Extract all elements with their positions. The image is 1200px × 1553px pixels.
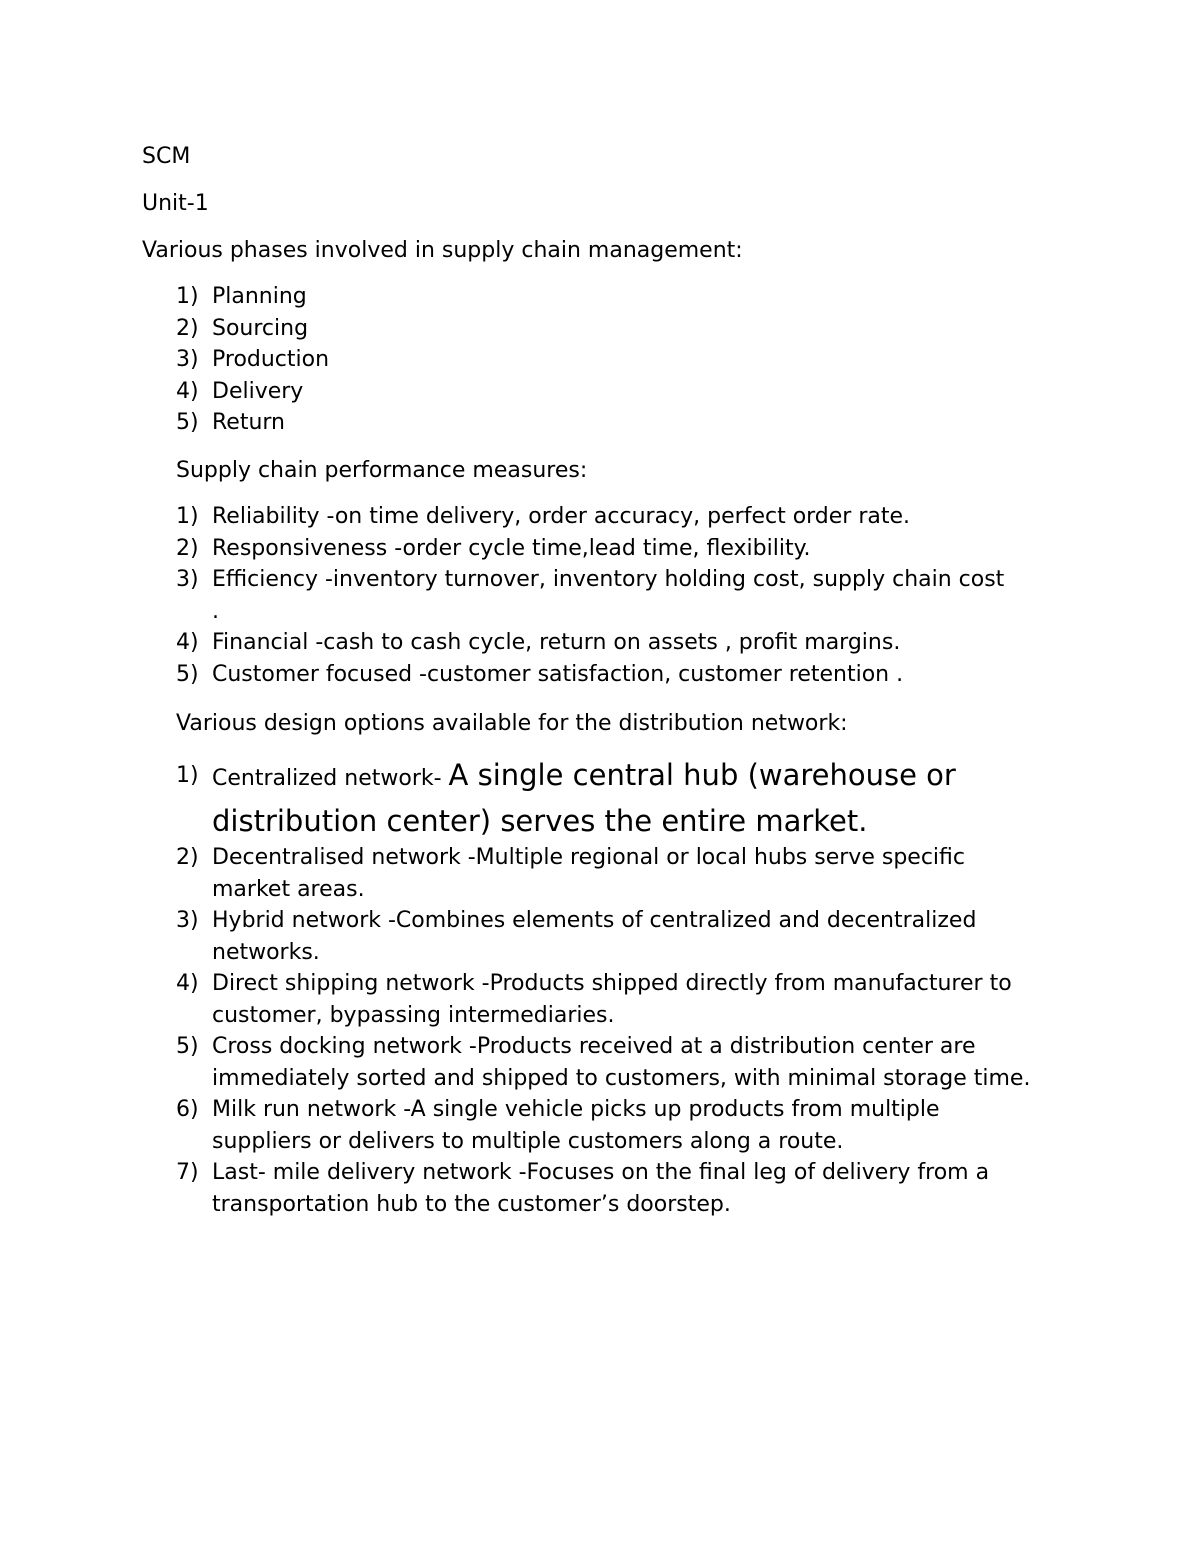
list-text: Cross docking network -Products received at a distribution center are immediately sorted and shipped to customers, with minimal storage time.: [212, 1034, 1031, 1091]
list-text: Delivery: [212, 378, 304, 404]
list-text: Planning: [212, 284, 307, 309]
list-number: 5): [176, 661, 199, 687]
list-text: Milk run network -A single vehicle picks up products from multiple suppliers or delivers to multiple customers along a route.: [212, 1097, 940, 1154]
list-item: [176, 905, 1046, 968]
list-item: [176, 376, 1076, 408]
list-item: [176, 533, 1006, 565]
list-text: Hybrid network -Combines elements of centralized and decentralized networks.: [212, 908, 977, 965]
measures-list: [176, 501, 1006, 690]
list-number: 4): [176, 971, 199, 996]
list-item: [176, 1094, 1046, 1157]
phases-list: [176, 281, 1076, 439]
list-item: [176, 968, 1046, 1031]
list-number: 4): [176, 378, 199, 404]
list-item: [176, 627, 1006, 659]
unit-label: Unit-1: [142, 191, 209, 216]
list-text: Responsiveness -order cycle time,lead time, flexibility.: [212, 535, 811, 561]
list-item: [176, 659, 1006, 691]
list-text: Customer focused -customer satisfaction, customer retention .: [212, 661, 904, 687]
phases-heading: Various phases involved in supply chain management:: [142, 238, 743, 263]
list-item: [176, 1157, 1046, 1220]
list-number: 2): [176, 315, 199, 341]
list-text: Production: [212, 347, 330, 372]
list-item: [176, 842, 1046, 905]
list-number: 3): [176, 908, 199, 933]
design-list: [176, 760, 1046, 1220]
list-item: [176, 313, 1076, 345]
design-heading: Various design options available for the distribution network:: [176, 711, 848, 736]
list-number: 5): [176, 1034, 199, 1059]
list-number: 3): [176, 347, 199, 372]
list-text: Efficiency -inventory turnover, inventory holding cost, supply chain cost .: [212, 567, 1005, 624]
list-text: Decentralised network -Multiple regional or local hubs serve specific market areas.: [212, 845, 965, 902]
list-item: [176, 407, 1076, 439]
list-text: Direct shipping network -Products shipped directly from manufacturer to customer, bypassing intermediaries.: [212, 971, 1012, 1028]
list-lead-text: Centralized network-: [212, 766, 449, 791]
list-number: 1): [176, 763, 199, 788]
list-number: 3): [176, 567, 199, 592]
list-text: Last- mile delivery network -Focuses on the final leg of delivery from a transportation hub to the customer’s doorstep.: [212, 1160, 990, 1217]
list-item: [176, 281, 1076, 313]
list-item: [176, 754, 1046, 846]
list-number: 2): [176, 535, 199, 561]
list-item: [176, 1031, 1046, 1094]
list-number: 4): [176, 630, 199, 655]
list-text: A single central hub (warehouse or distribution center) serves the entire market.: [212, 758, 956, 838]
measures-heading: Supply chain performance measures:: [176, 458, 588, 483]
list-number: 5): [176, 410, 199, 435]
document-title: SCM: [142, 144, 191, 169]
list-number: 7): [176, 1160, 199, 1185]
list-number: 6): [176, 1097, 199, 1122]
list-item: [176, 344, 1076, 376]
list-text: Financial -cash to cash cycle, return on assets , profit margins.: [212, 630, 901, 655]
list-text: Return: [212, 410, 286, 435]
list-number: 1): [176, 284, 199, 309]
list-number: 2): [176, 845, 199, 870]
list-number: 1): [176, 504, 199, 529]
list-text: Reliability -on time delivery, order accuracy, perfect order rate.: [212, 504, 911, 529]
list-item: [176, 501, 1006, 533]
list-item: [176, 564, 1006, 627]
list-text: Sourcing: [212, 315, 309, 341]
